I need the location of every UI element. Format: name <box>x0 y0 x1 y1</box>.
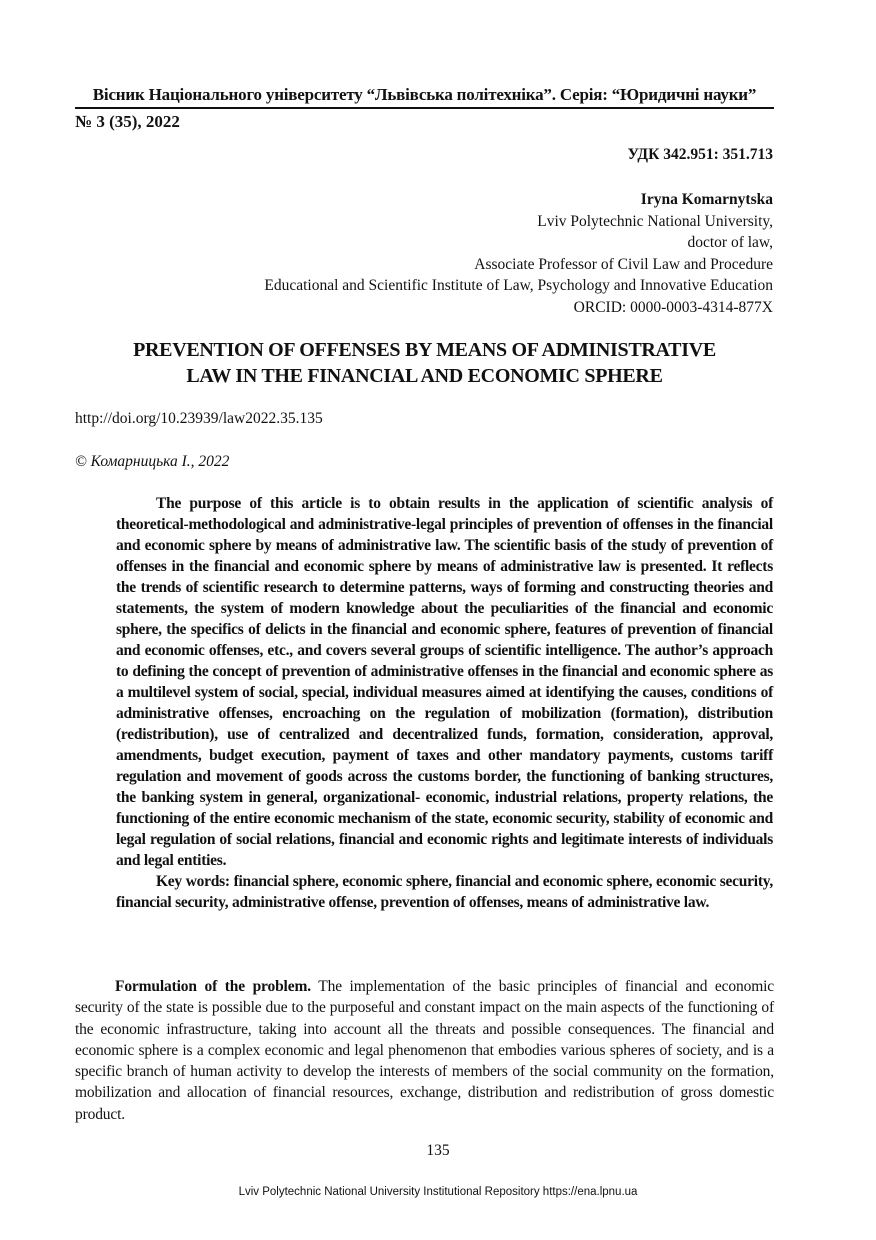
article-title-line: LAW IN THE FINANCIAL AND ECONOMIC SPHERE <box>186 364 663 387</box>
body-section <box>75 976 774 1125</box>
author-orcid: ORCID: 0000-0003-4314-877X <box>573 298 773 316</box>
paragraph-text: The implementation of the basic principles of financial and economic security of the state is possible due to the purposeful and constant impact on the main aspects of the functioning of the economic infrastructure, taking into account all the threats and possible consequences. The financial and economic sphere is a complex economic and legal phenomenon that embodies various spheres of society, and is a specific branch of human activity to develop the interests of members of the social community on the formation, mobilization and allocation of financial resources, exchange, distribution and redistribution of gross domestic product. <box>75 978 774 1123</box>
header-rule <box>75 107 774 109</box>
author-institute: Educational and Scientific Institute of Law, Psychology and Innovative Education <box>264 277 773 294</box>
journal-title: Вісник Національного університету “Львівська політехніка”. Серія: “Юридичні науки” <box>92 85 757 104</box>
article-title-line: PREVENTION OF OFFENSES BY MEANS OF ADMINISTRATIVE <box>133 339 716 361</box>
abstract-text: The purpose of this article is to obtain results in the application of scientific analysis of theoretical-methodological and administrative-legal principles of prevention of offenses in the financial and economic sphere by means of administrative law. The scientific basis of the study of prevention of offenses in the financial and economic sphere by means of administrative law is presented. It reflects the trends of scientific research to determine patterns, ways of forming and constructing theories and statements, the system of modern knowledge about the peculiarities of the financial and economic sphere, the specifics of delicts in the financial and economic sphere, features of prevention of financial and economic offenses, etc., and covers several groups of scientific intelligence. The author’s approach to defining the concept of prevention of administrative offenses in the financial and economic sphere as a multilevel system of social, special, individual measures aimed at identifying the causes, conditions of administrative offenses, encroaching on the regulation of mobilization (formation), distribution (redistribution), use of centralized and decentralized funds, formation, consideration, approval, amendments, budget execution, payment of taxes and other mandatory payments, customs tariff regulation and movement of goods across the customs border, the functioning of banking structures, the banking system in general, organizational- economic, industrial relations, property relations, the functioning of the entire economic mechanism of the state, economic security, stability of economic and legal regulation of social relations, financial and economic rights and legitimate interests of individuals and legal entities. <box>116 495 773 869</box>
issue-number: № 3 (35), 2022 <box>75 112 180 131</box>
udk-code: УДК 342.951: 351.713 <box>627 146 773 163</box>
author-name: Iryna Komarnytska <box>640 191 773 208</box>
body-paragraph <box>75 976 774 1125</box>
repository-footer: Lviv Polytechnic National University Institutional Repository https://ena.lpnu.ua <box>238 1186 638 1198</box>
section-heading: Formulation of the problem. <box>115 978 311 995</box>
author-affiliation-university: Lviv Polytechnic National University, <box>537 212 773 230</box>
page-number: 135 <box>426 1142 450 1159</box>
keywords: Key words: financial sphere, economic sphere, financial and economic sphere, economic security, financial security, administrative offense, prevention of offenses, means of administrative law. <box>116 873 773 911</box>
journal-header <box>75 84 774 134</box>
author-position: Associate Professor of Civil Law and Procedure <box>474 255 773 273</box>
abstract <box>116 493 773 913</box>
doi-link[interactable]: http://doi.org/10.23939/law2022.35.135 <box>75 410 323 427</box>
author-degree: doctor of law, <box>687 234 773 251</box>
copyright-notice: © Комарницька І., 2022 <box>75 453 230 470</box>
author-block <box>264 189 773 318</box>
article-title <box>75 338 774 389</box>
